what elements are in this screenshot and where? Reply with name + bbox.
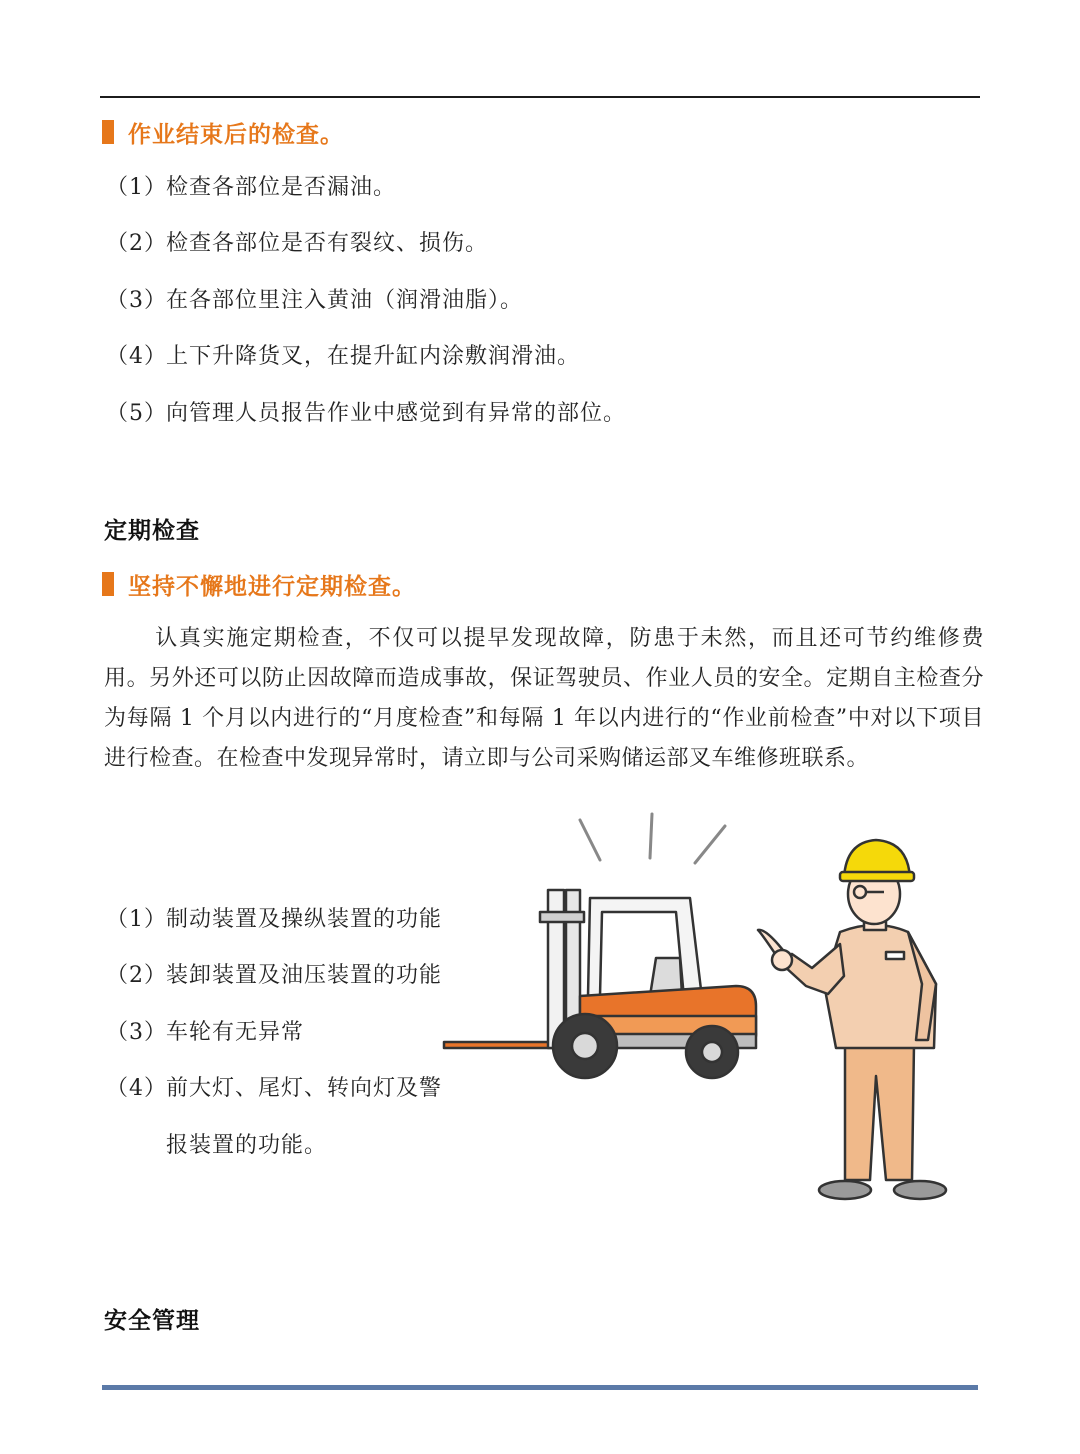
after-work-heading-text: 作业结束后的检查。: [128, 121, 344, 148]
periodic-paragraph-text: 认真实施定期检查，不仅可以提早发现故障，防患于未然，而且还可节约维修费用。另外还可以防止因故障而造成事故，保证驾驶员、作业人员的安全。定期自主检查分为每隔 1 个月以内进行的“月度检查”和每隔 1 年以内进行的“作业前检查”中对以下项目进行检查。在检查中发现异常时，请立即与公司采购储运部叉车维修班联系。: [104, 626, 984, 771]
periodic-heading-text: 坚持不懈地进行定期检查。: [128, 573, 416, 600]
after-work-item-3: [106, 286, 523, 316]
periodic-paragraph: [104, 619, 984, 779]
item-text: 上下升降货叉，在提升缸内涂敷润滑油。: [166, 344, 581, 369]
item-text: 制动装置及操纵装置的功能: [166, 907, 443, 932]
periodic-item-3: [106, 1018, 304, 1048]
item-text: 前大灯、尾灯、转向灯及警: [166, 1076, 443, 1101]
top-rule: [100, 96, 980, 98]
item-number: （2）: [106, 231, 167, 256]
after-work-item-1: [106, 173, 396, 203]
after-work-heading: [102, 116, 344, 148]
attention-lines: [580, 814, 725, 863]
item-text: 在各部位里注入黄油（润滑油脂）。: [166, 288, 524, 313]
forklift-worker-illustration: [440, 808, 960, 1218]
heading-marker: [102, 572, 114, 596]
periodic-section-title: 定期检查: [104, 518, 200, 544]
after-work-item-2: [106, 229, 488, 259]
item-number: （1）: [106, 907, 167, 932]
item-number: （3）: [106, 1020, 167, 1045]
item-number: （4）: [106, 344, 167, 369]
safety-section-title: 安全管理: [104, 1308, 200, 1334]
periodic-item-1: [106, 905, 442, 935]
bottom-rule: [102, 1385, 978, 1390]
item-text: 车轮有无异常: [166, 1020, 305, 1045]
item-text: 检查各部位是否有裂纹、损伤。: [166, 231, 489, 256]
worker-icon: [758, 864, 946, 1199]
item-text: 装卸装置及油压装置的功能: [166, 963, 443, 988]
forklift-icon: [444, 890, 756, 1078]
item-number: （4）: [106, 1076, 167, 1101]
heading-marker: [102, 120, 114, 144]
item-number: （1）: [106, 175, 167, 200]
after-work-item-5: [106, 399, 626, 429]
periodic-heading: [102, 568, 416, 600]
item-number: （3）: [106, 288, 167, 313]
item-number: （2）: [106, 963, 167, 988]
item-text: 向管理人员报告作业中感觉到有异常的部位。: [166, 401, 627, 426]
after-work-item-4: [106, 342, 580, 372]
safety-helmet-icon: [840, 840, 914, 881]
item-number: （5）: [106, 401, 167, 426]
item-text: 检查各部位是否漏油。: [166, 175, 397, 200]
periodic-item-4-continued: 报装置的功能。: [166, 1133, 328, 1158]
periodic-item-2: [106, 961, 442, 991]
periodic-item-4: [106, 1074, 442, 1104]
